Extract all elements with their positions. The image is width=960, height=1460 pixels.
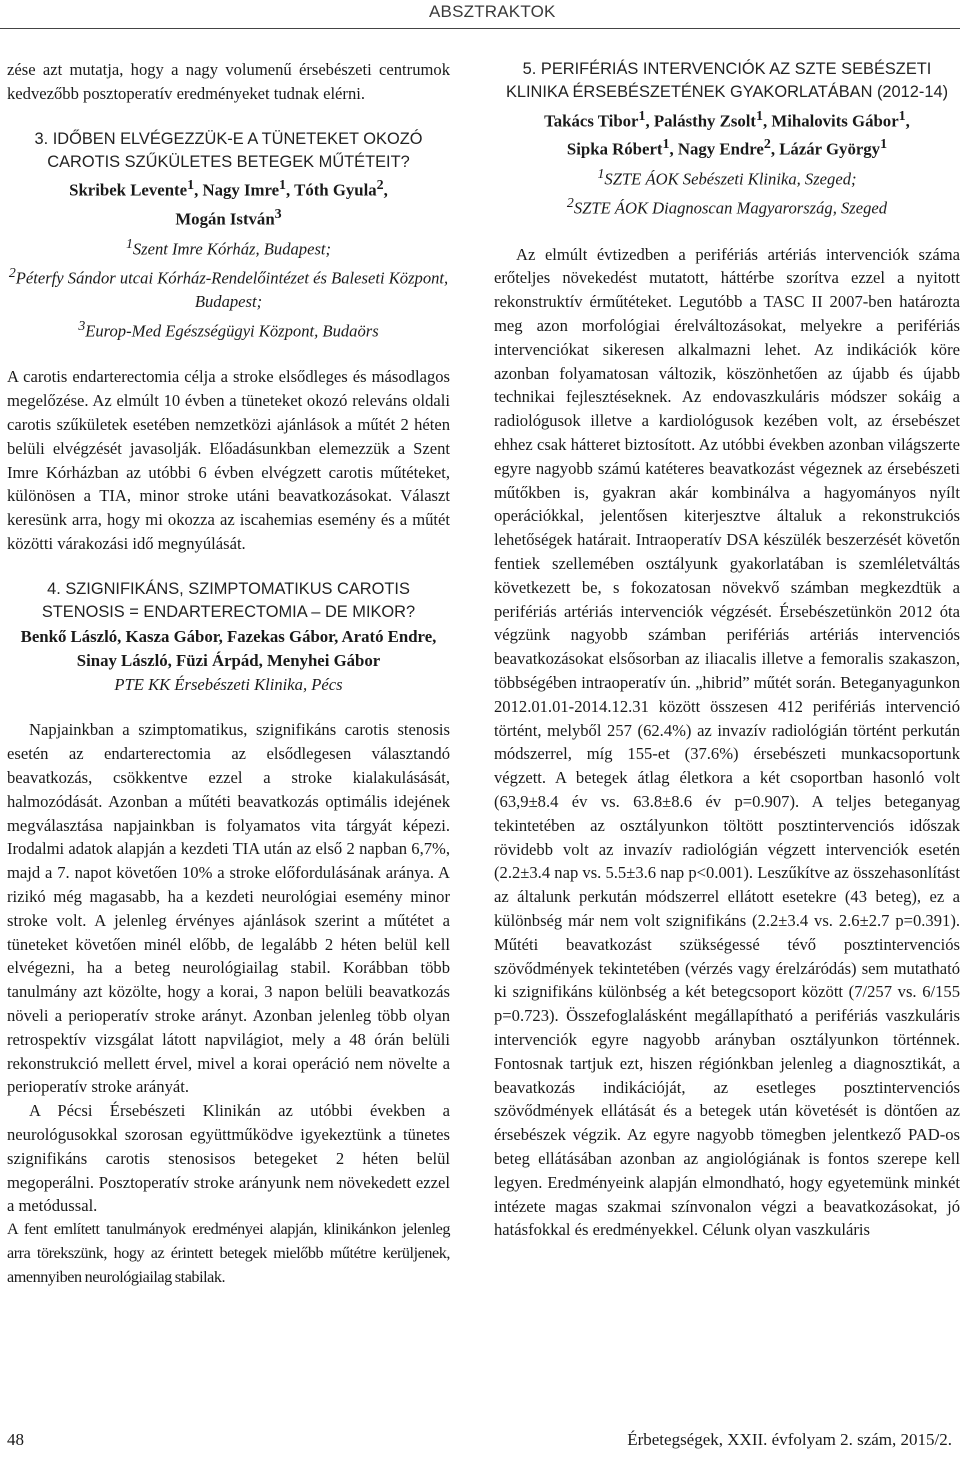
abstract-5-body: Az elmúlt évtizedben a perifériás artériás intervenciók száma erőteljes növekedést mutatott, háttérbe szorítva ezzel a nyitott rekonstruktív érműtéteket. Legutóbb a TASC II 2007-ben határozta meg azon morfológiai érelváltozásokat, melyekre a perifériás intervenciókat sikeresen alkalmazni lehet. Az indikációk köre azonban folyamatosan változik, köszönhetően az újabb és újabb technikai fejlesztéseknek. Az endovaszkuláris módszer sokáig a radiológusok illetve a kardiológusok kezében volt, az érsebészet ehhez csak hátteret biztosított. Az utóbbi években azonban világszerte egyre nagyobb számú katéteres beavatkozást végeznek az érsebészeti műtőkben is, gyakran akár kombinálva a hagyományos nyílt operációkkal, jelentősen kiterjesztve általuk a rekonstrukciós lehetőségek határait. Intraoperatív DSA készülék beszerzését követőn fentiek szellemében osztályunk gyakorlatában is szemléletváltás következett be, s fokozatosan növekvő számban megkezdtük a perifériás artériás intervenciók végzését. Érsebészetünkön 2012 óta végzünk nagyobb számban perifériás artériás intervenciós beavatkozásokat elsősorban az iliacalis illetve a femoralis szakaszon, többségében intraoperatív ún. „hibrid” műtét során. Beteganyagunkon 2012.01.01-2014.12.31 között összesen 412 perifériás intervenció történt, melyből 257 (62.4%) az invazív radiológián történt perkután módszerrel, míg 155-et (37.6%) érsebészeti munkacsoportunk végzett. A betegek átlag életkora a két csoportban hasonló volt (63,9±8.4 év vs. 63.8±8.6 év p=0.907). A teljes beteganyag tekintetében az osztályunkon töltött posztintervenciós időszak rövidebb volt az invazív radiológián végzett intervenciók esetén (2.2±3.4 nap vs. 5.5±3.6 nap p<0.001). Leszűkítve az összehasonlítást az általunk perkután módszerrel ellátott esetekre (43 beteg), ez a különbség már nem volt szignifikáns (2.2±3.4 vs. 2.6±2.7 p=0.391). Műtéti beavatkozást szükségessé tévő posztintervenciós szövődmények tekintetében (vérzés vagy érelzáródás) sem mutatható ki szignifikáns különbség a két betegcsoport között (7/257 vs. 6/155 p=0.723). Összefoglalásként megállapítható a perifériás vaszkuláris intervenciók egyre nagyobb arányban osztályunkon történnek. Fontosnak tartjuk ezt, hiszen régiónkban jelenleg a diagnosztikát, a beavatkozás indikációját, az esetleges posztintervenciós szövődmények ellátását és a betegek után követését is döntően az érsebészek végzik. Az egyre nagyobb tömegben jelentkező PAD-os beteg ellátásában azonban az angiológiának is fontos szerepe kell legyen. Eredményeink alapján elmondható, hogy egyetemünk minkét intézete magas szakmai színvonalon végzi a beavatkozásokat, jó hatásfokkal és eredményekkel. Célunk olyan vaszkuláris [494,244,960,1240]
abstract-3-body: A carotis endarterectomia célja a stroke elsődleges és másodlagos megelőzése. Az elmúlt 10 évben a tüneteket okozó releváns oldali carotis szűkületek esetében nemzetközi ajánlások a műtét 2 héten belüli elvégzését javasolják. Előadásunkban elemezzük a Szent Imre Kórházban az utóbbi 6 évben elvégzett carotis műtéteket, különösen a TIA, minor stroke utáni beavatkozásokat. Választ keresünk arra, hogy mi okozza az iscahemias esemény és a műtét közötti várakozási idő megnyúlását. [7,367,450,553]
running-header: ABSZTRAKTOK [429,2,556,21]
abstract-5-title: 5. PERIFÉRIÁS INTERVENCIÓK AZ SZTE SEBÉSZETI KLINIKA ÉRSEBÉSZETÉNEK GYAKORLATÁBAN (2012-14) [505,60,949,102]
abstract-4-body-2: A Pécsi Érsebészeti Klinikán az utóbbi években a neurológusokkal szorosan együttműködve igyekeztünk a tünetes szignifikáns carotis stenosisos betegeket 2 héten belül megoperálni. Posztoperatív stroke arányunk nem növekedett ezzel a metódussal. [7,1101,450,1216]
abstract-4-authors: Benkő László, Kasza Gábor, Fazekas Gábor, Arató Endre, Sinay László, Füzi Árpád, Menyhei Gábor [20,626,437,670]
right-column [494,58,960,1242]
abstract-3-affiliation-3: $^3$Europ-Med Egészségügyi Központ, Budaörs [78,318,379,341]
left-column [7,58,450,1289]
page-number: 48 [7,1430,24,1449]
abstract-3-affiliation-2: $^2$Péterfy Sándor utcai Kórház-Rendelőintézet és Baleseti Központ, Budapest; [8,264,449,312]
abstract-3-authors: Skribek Levente$^1$, Nagy Imre$^1$, Tóth Gyula$^2$, Mogán István$^3$ [69,178,388,229]
abstract-5-affiliation-2: $^2$SZTE ÁOK Diagnoscan Magyarország, Szeged [566,195,888,218]
continuation-paragraph: zése azt mutatja, hogy a nagy volumenű érsebészeti centrumok kedvezőbb posztoperatív eredményeket tudnak elérni. [7,60,450,103]
abstract-4-title: 4. SZIGNIFIKÁNS, SZIMPTOMATIKUS CAROTIS STENOSIS = ENDARTERECTOMIA – DE MIKOR? [41,579,416,622]
abstract-4-body-1: Napjainkban a szimptomatikus, szignifikáns carotis stenosis esetén az endarterectomia az elsődlegesen választandó beavatkozás, csökkentve ezzel a stroke kialakulásását, halmozódását. Azonban a műtéti beavatkozás optimális idejének megválasztása napjainkban is folyamatos vita tárgyát képezi. Irodalmi adatok alapján a kezdeti TIA után az első 2 napban 6,7%, majd a 7. napot követően 10% a stroke előfordulásának aránya. A rizikó még magasabb, ha a kezdeti neurológiai esemény minor stroke volt. A jelenleg érvényes ajánlások szerint a műtétet a tüneteket követően minél előbb, de legalább 2 héten belül kell elvégezni, ha a beteg neurológiailag stabil. Korábban több tanulmány azt közölte, hogy a korai, 3 napon belüli beavatkozás növeli a perioperatív stroke arányt. Azonban jelenleg több olyan retrospektív vizsgálat látott napvilágiot, mely a 48 órán belüli rekonstrukció mellett érvel, mivel a korai operáció nem növelte a perioperatív stroke arányát. [7,720,450,1097]
abstract-5-authors: Takács Tibor$^1$, Palásthy Zsolt$^1$, Mihalovits Gábor$^1$, Sipka Róbert$^1$, Nagy Endre$^2$, Lázár György$^1$ [544,108,910,159]
header-rule [0,28,960,29]
abstract-5-affiliation-1: $^1$SZTE ÁOK Sebészeti Klinika, Szeged; [597,166,857,189]
abstract-3-affiliation-1: $^1$Szent Imre Kórház, Budapest; [125,235,332,259]
abstract-4-affiliation: PTE KK Érsebészeti Klinika, Pécs [114,674,343,694]
journal-citation: Érbetegségek, XXII. évfolyam 2. szám, 2015/2. [627,1430,952,1449]
abstract-3-title: 3. IDŐBEN ELVÉGEZZÜK-E A TÜNETEKET OKOZÓ CAROTIS SZŰKÜLETES BETEGEK MŰTÉTEIT? [34,129,423,171]
abstract-4-body-3: A fent említett tanulmányok eredményei alapján, klinikánkon jelenleg arra törekszünk, hogy az érintett betegek mielőbb műtétre kerüljenek, amennyiben neurológiailag stabilak. [7,1220,450,1286]
